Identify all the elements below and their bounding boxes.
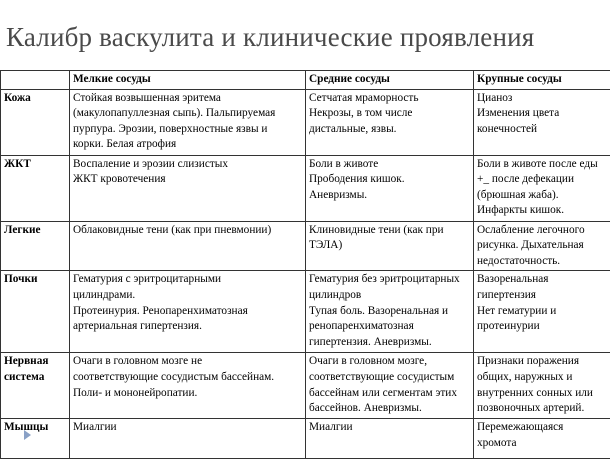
- table-row: [1, 155, 610, 221]
- cell-line: Протеинурия. Ренопаренхиматозная: [73, 304, 302, 320]
- header-small-vessels: Мелкие сосуды: [70, 71, 306, 90]
- cell-line: Очаги в головном мозге,: [309, 354, 470, 370]
- cell-line: Прободения кишок.: [309, 172, 470, 188]
- cell-line: дистальные, язвы.: [309, 122, 470, 138]
- cell-line: пурпура. Эрозии, поверхностные язвы и: [73, 122, 302, 138]
- cell-line: бассейнов. Аневризмы.: [309, 401, 470, 417]
- cell-lungs-small: [70, 221, 306, 271]
- row-header-muscles: Мышцы: [1, 419, 70, 459]
- cell-line: соответствующие сосудистым бассейнам.: [73, 370, 302, 386]
- row-header-lungs: Легкие: [1, 221, 70, 271]
- cell-kidneys-medium: [306, 271, 474, 353]
- cell-line: бассейнам или сегментам этих: [309, 386, 470, 402]
- cell-line: рисунка. Дыхательная: [477, 238, 607, 254]
- row-header-skin: Кожа: [1, 89, 70, 155]
- cell-lungs-large: [474, 221, 610, 271]
- cell-line: общих, наружных и: [477, 370, 607, 386]
- cell-line: Воспаление и эрозии слизистых: [73, 157, 302, 173]
- cell-gi-large: [474, 155, 610, 221]
- cell-gi-small: [70, 155, 306, 221]
- cell-line: Гематурия с эритроцитарными: [73, 272, 302, 288]
- table-row: [1, 221, 610, 271]
- cell-line: корки. Белая атрофия: [73, 137, 302, 153]
- cell-line: хромота: [477, 436, 607, 452]
- cell-line: ренопаренхиматозная: [309, 319, 470, 335]
- cell-muscles-medium: [306, 419, 474, 459]
- table-row: [1, 271, 610, 353]
- cell-line: Перемежающаяся: [477, 420, 607, 436]
- cell-line: Боли в животе: [309, 157, 470, 173]
- cell-line: Изменения цвета: [477, 106, 607, 122]
- cell-kidneys-large: [474, 271, 610, 353]
- cell-kidneys-small: [70, 271, 306, 353]
- triangle-bullet-icon: [24, 430, 31, 440]
- row-header-line: Нервная: [4, 354, 66, 370]
- cell-line: Инфаркты кишок.: [477, 203, 607, 219]
- cell-line: Облаковидные тени (как при пневмонии): [73, 223, 302, 239]
- cell-line: Очаги в головном мозге не: [73, 354, 302, 370]
- cell-line: Тупая боль. Вазоренальная и: [309, 304, 470, 320]
- cell-line: Стойкая возвышенная эритема: [73, 91, 302, 107]
- cell-line: Боли в животе после еды: [477, 157, 607, 173]
- cell-muscles-large: [474, 419, 610, 459]
- slide-title: Калибр васкулита и клинические проявления: [6, 22, 534, 53]
- header-corner: [1, 71, 70, 90]
- cell-line: позвоночных артерий.: [477, 401, 607, 417]
- cell-line: цилиндрами.: [73, 288, 302, 304]
- table-row: [1, 353, 610, 419]
- cell-line: гипертензия. Аневризмы.: [309, 335, 470, 351]
- cell-line: Гематурия без эритроцитарных: [309, 272, 470, 288]
- cell-skin-large: [474, 89, 610, 155]
- cell-line: Аневризмы.: [309, 188, 470, 204]
- cell-line: Некрозы, в том числе: [309, 106, 470, 122]
- cell-line: ТЭЛА): [309, 238, 470, 254]
- cell-line: цилиндров: [309, 288, 470, 304]
- cell-line: (брюшная жаба).: [477, 188, 607, 204]
- cell-lungs-medium: [306, 221, 474, 271]
- cell-line: Ослабление легочного: [477, 223, 607, 239]
- cell-line: ЖКТ кровотечения: [73, 172, 302, 188]
- cell-gi-medium: [306, 155, 474, 221]
- table-row: [1, 419, 610, 459]
- row-header-gi: ЖКТ: [1, 155, 70, 221]
- header-large-vessels: Крупные сосуды: [474, 71, 610, 90]
- cell-line: конечностей: [477, 122, 607, 138]
- cell-nervous-medium: [306, 353, 474, 419]
- cell-line: Сетчатая мраморность: [309, 91, 470, 107]
- header-medium-vessels: Средние сосуды: [306, 71, 474, 90]
- cell-line: соответствующие сосудистым: [309, 370, 470, 386]
- cell-line: Цианоз: [477, 91, 607, 107]
- cell-line: гипертензия: [477, 288, 607, 304]
- cell-line: артериальная гипертензия.: [73, 319, 302, 335]
- cell-line: Миалгии: [73, 420, 302, 436]
- cell-skin-medium: [306, 89, 474, 155]
- cell-nervous-small: [70, 353, 306, 419]
- cell-line: Миалгии: [309, 420, 470, 436]
- cell-line: Клиновидные тени (как при: [309, 223, 470, 239]
- cell-skin-small: [70, 89, 306, 155]
- cell-line: внутренних сонных или: [477, 386, 607, 402]
- cell-line: Вазоренальная: [477, 272, 607, 288]
- cell-line: +_ после дефекации: [477, 172, 607, 188]
- cell-nervous-large: [474, 353, 610, 419]
- table-header-row: [1, 71, 610, 90]
- cell-line: протеинурии: [477, 319, 607, 335]
- vasculitis-table: [0, 70, 610, 459]
- row-header-nervous-system: [1, 353, 70, 419]
- cell-line: (макулопапуллезная сыпь). Пальпируемая: [73, 106, 302, 122]
- cell-line: Поли- и мононейропатии.: [73, 386, 302, 402]
- cell-line: Нет гематурии и: [477, 304, 607, 320]
- table-row: [1, 89, 610, 155]
- row-header-line: система: [4, 370, 66, 386]
- row-header-kidneys: Почки: [1, 271, 70, 353]
- cell-line: Признаки поражения: [477, 354, 607, 370]
- cell-line: недостаточность.: [477, 254, 607, 270]
- cell-muscles-small: [70, 419, 306, 459]
